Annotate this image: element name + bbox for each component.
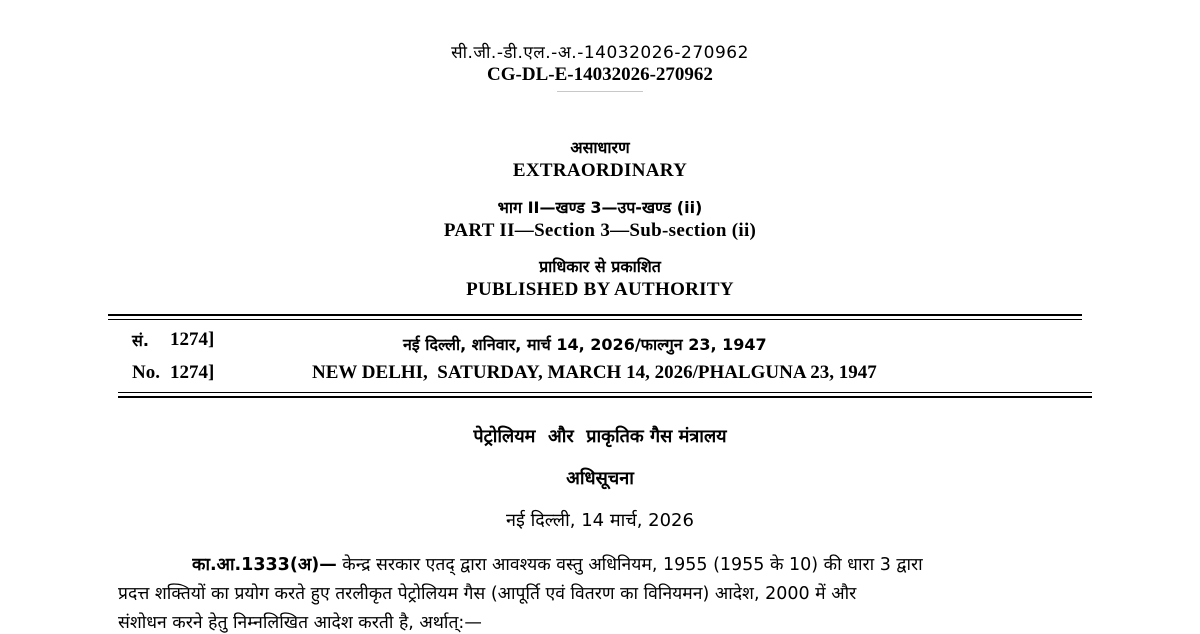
paragraph-line-1 [192,552,1082,576]
order-number: का.आ.1333(अ)— [192,555,337,575]
part-hindi: भाग II—खण्ड 3—उप-खण्ड (ii) [497,198,703,217]
gazette-code-english: CG-DL-E-14032026-270962 [487,64,713,85]
gazette-code-hindi: सी.जी.-डी.एल.-अ.-14032026-270962 [451,43,749,63]
authority-english: PUBLISHED BY AUTHORITY [466,279,734,300]
paragraph-line-2: प्रदत्त शक्तियों का प्रयोग करते हुए तरलीकृत पेट्रोलियम गैस (आपूर्ति एवं वितरण का विनियमन) आदेश, 2000 में और [118,584,857,604]
ministry-title: पेट्रोलियम और प्राकृतिक गैस मंत्रालय [473,426,727,447]
paragraph-line-3: संशोधन करने हेतु निम्नलिखित आदेश करती है, अर्थात्:— [118,613,482,633]
issue-number-label-english: No. [132,362,160,383]
issue-number-value-hindi: 1274] [170,329,215,350]
issue-date-hindi: नई दिल्ली, शनिवार, मार्च 14, 2026/फाल्गुन 23, 1947 [403,335,767,354]
bottom-double-rule-upper [118,392,1092,393]
part-english: PART II—Section 3—Sub-section (ii) [443,220,757,241]
bottom-double-rule-lower [118,396,1092,398]
issue-date-english: NEW DELHI, SATURDAY, MARCH 14, 2026/PHALGUNA 23, 1947 [312,362,877,383]
top-double-rule-upper [108,314,1082,316]
extraordinary-hindi: असाधारण [570,138,630,157]
paragraph-line-1-text: केन्द्र सरकार एतद् द्वारा आवश्यक वस्तु अधिनियम, 1955 (1955 के 10) की धारा 3 द्वारा [336,555,923,575]
issue-number-label-hindi: सं. [132,331,149,350]
authority-hindi: प्राधिकार से प्रकाशित [539,257,661,276]
code-underline [557,91,643,92]
extraordinary-english: EXTRAORDINARY [512,160,688,181]
notification-heading: अधिसूचना [566,468,634,489]
top-double-rule-lower [108,319,1082,320]
notification-place-date: नई दिल्ली, 14 मार्च, 2026 [506,510,694,531]
issue-number-value-english: 1274] [170,362,215,383]
